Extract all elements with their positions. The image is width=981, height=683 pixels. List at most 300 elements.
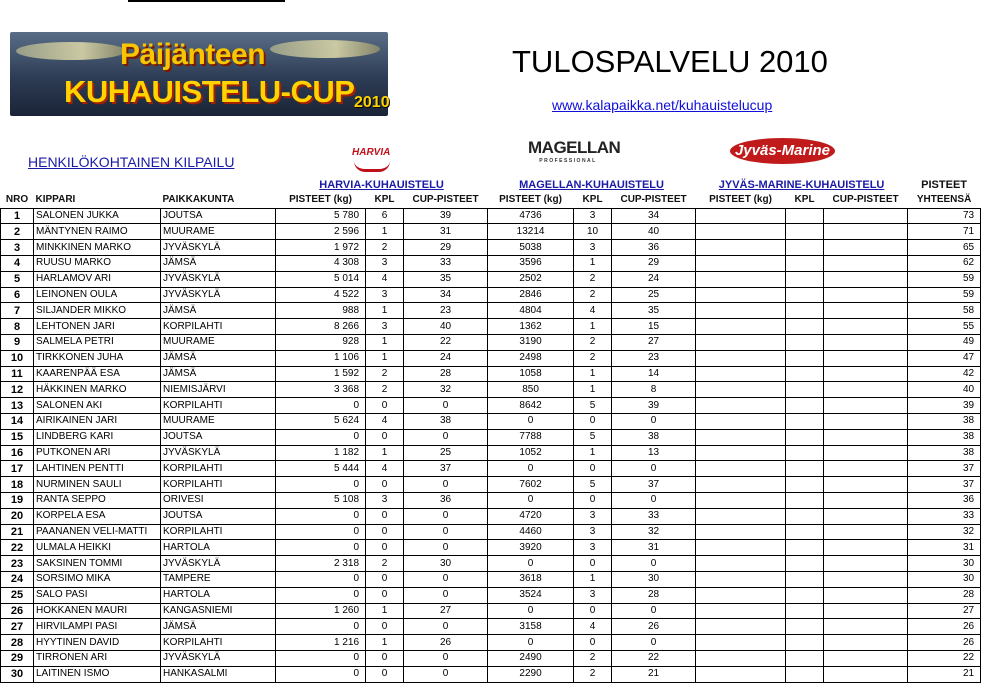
cell-yhteensa: 33 [908,508,981,524]
cell-harvia-kpl: 1 [366,603,404,619]
cell-paikkakunta: MUURAME [161,224,276,240]
harvia-logo-text: HARVIA [352,147,391,158]
cell-jyvas-kpl [786,224,824,240]
table-row [1,303,981,319]
cell-nro: 27 [1,619,34,635]
cell-jyvas-kpl [786,461,824,477]
table-row [1,240,981,256]
cell-harvia-pisteet: 0 [276,650,366,666]
cell-magellan-pisteet: 3190 [488,334,574,350]
page-title: TULOSPALVELU 2010 [512,44,828,79]
cell-harvia-pisteet: 8 266 [276,319,366,335]
cell-kippari: NURMINEN SAULI [34,477,161,493]
cell-nro: 4 [1,255,34,271]
cell-magellan-kpl: 2 [574,666,612,682]
cell-paikkakunta: JYVÄSKYLÄ [161,556,276,572]
cell-jyvas-kpl [786,477,824,493]
cell-magellan-kpl: 2 [574,271,612,287]
cell-kippari: LEINONEN OULA [34,287,161,303]
cell-paikkakunta: KANGASNIEMI [161,603,276,619]
cell-jyvas-cup [824,287,908,303]
cell-magellan-cup: 40 [612,224,696,240]
cell-harvia-kpl: 1 [366,303,404,319]
cell-jyvas-cup [824,524,908,540]
cell-harvia-kpl: 0 [366,398,404,414]
jyvas-marine-logo: Jyväs-Marine [730,138,835,164]
cell-jyvas-cup [824,635,908,651]
cell-yhteensa: 38 [908,445,981,461]
cell-magellan-kpl: 1 [574,445,612,461]
cell-nro: 12 [1,382,34,398]
cell-jyvas-cup [824,445,908,461]
cell-magellan-kpl: 0 [574,413,612,429]
table-row [1,224,981,240]
cell-jyvas-cup [824,398,908,414]
cell-nro: 8 [1,319,34,335]
cell-jyvas-cup [824,540,908,556]
cell-magellan-cup: 0 [612,492,696,508]
cell-nro: 9 [1,334,34,350]
cell-magellan-kpl: 3 [574,240,612,256]
cell-paikkakunta: KORPILAHTI [161,477,276,493]
cell-harvia-cup: 0 [404,429,488,445]
cell-yhteensa: 31 [908,540,981,556]
cell-yhteensa: 55 [908,319,981,335]
table-row [1,398,981,414]
cell-magellan-cup: 14 [612,366,696,382]
magellan-logo [528,138,621,168]
cell-jyvas-pisteet [696,603,786,619]
cell-jyvas-kpl [786,571,824,587]
cell-yhteensa: 62 [908,255,981,271]
cell-magellan-kpl: 1 [574,319,612,335]
section-title: HENKILÖKOHTAINEN KILPAILU [28,154,235,170]
cell-nro: 29 [1,650,34,666]
cell-kippari: PAANANEN VELI-MATTI [34,524,161,540]
cell-magellan-kpl: 3 [574,508,612,524]
cell-jyvas-pisteet [696,319,786,335]
cell-jyvas-pisteet [696,429,786,445]
harvia-logo [352,142,392,174]
cell-yhteensa: 40 [908,382,981,398]
cell-yhteensa: 37 [908,477,981,493]
cell-magellan-pisteet: 1052 [488,445,574,461]
cell-jyvas-cup [824,350,908,366]
cell-harvia-pisteet: 5 444 [276,461,366,477]
cell-magellan-kpl: 0 [574,556,612,572]
cell-jyvas-cup [824,303,908,319]
cell-jyvas-pisteet [696,540,786,556]
cell-harvia-kpl: 0 [366,619,404,635]
cell-paikkakunta: HARTOLA [161,540,276,556]
cell-harvia-pisteet: 0 [276,571,366,587]
cell-magellan-cup: 32 [612,524,696,540]
cell-yhteensa: 47 [908,350,981,366]
cell-jyvas-cup [824,255,908,271]
cell-magellan-kpl: 1 [574,366,612,382]
cup-logo [10,32,388,116]
cell-magellan-cup: 0 [612,413,696,429]
table-row [1,429,981,445]
cell-jyvas-kpl [786,303,824,319]
cell-magellan-cup: 29 [612,255,696,271]
cell-harvia-cup: 0 [404,587,488,603]
cell-jyvas-cup [824,382,908,398]
cell-magellan-pisteet: 0 [488,556,574,572]
cell-jyvas-kpl [786,240,824,256]
cell-nro: 14 [1,413,34,429]
cell-harvia-cup: 0 [404,524,488,540]
cell-kippari: ULMALA HEIKKI [34,540,161,556]
cell-magellan-cup: 23 [612,350,696,366]
cell-magellan-kpl: 0 [574,635,612,651]
cell-jyvas-cup [824,492,908,508]
cell-harvia-cup: 0 [404,666,488,682]
cell-kippari: AIRIKAINEN JARI [34,413,161,429]
cell-magellan-cup: 0 [612,603,696,619]
cell-kippari: TIRKKONEN JUHA [34,350,161,366]
cell-harvia-kpl: 1 [366,350,404,366]
cell-harvia-pisteet: 0 [276,619,366,635]
table-row [1,492,981,508]
cell-harvia-cup: 29 [404,240,488,256]
cell-paikkakunta: JYVÄSKYLÄ [161,445,276,461]
cell-harvia-cup: 30 [404,556,488,572]
cell-yhteensa: 26 [908,619,981,635]
cell-harvia-kpl: 2 [366,366,404,382]
cell-magellan-cup: 39 [612,398,696,414]
cell-nro: 20 [1,508,34,524]
cell-magellan-kpl: 2 [574,650,612,666]
magellan-logo-sub: PROFESSIONAL [539,158,597,164]
cell-kippari: LAHTINEN PENTTI [34,461,161,477]
cell-yhteensa: 30 [908,571,981,587]
cell-harvia-kpl: 1 [366,635,404,651]
cell-yhteensa: 21 [908,666,981,682]
cell-jyvas-kpl [786,650,824,666]
cell-paikkakunta: JOUTSA [161,429,276,445]
cell-harvia-cup: 38 [404,413,488,429]
table-row [1,571,981,587]
cell-yhteensa: 39 [908,398,981,414]
cell-harvia-pisteet: 0 [276,477,366,493]
cell-magellan-pisteet: 2846 [488,287,574,303]
cell-magellan-kpl: 0 [574,603,612,619]
cell-paikkakunta: JYVÄSKYLÄ [161,650,276,666]
cell-harvia-kpl: 2 [366,556,404,572]
cell-nro: 28 [1,635,34,651]
cell-nro: 7 [1,303,34,319]
cell-paikkakunta: JÄMSÄ [161,255,276,271]
cell-nro: 19 [1,492,34,508]
cell-jyvas-kpl [786,398,824,414]
col-jyvas-kpl: KPL [794,194,815,206]
table-row [1,445,981,461]
cell-kippari: TIRRONEN ARI [34,650,161,666]
cell-harvia-kpl: 3 [366,287,404,303]
cell-harvia-cup: 34 [404,287,488,303]
cell-nro: 17 [1,461,34,477]
cell-paikkakunta: JÄMSÄ [161,303,276,319]
cell-harvia-pisteet: 0 [276,429,366,445]
cell-harvia-kpl: 0 [366,587,404,603]
cell-jyvas-cup [824,334,908,350]
cell-paikkakunta: JÄMSÄ [161,350,276,366]
cell-paikkakunta: ORIVESI [161,492,276,508]
table-row [1,334,981,350]
cell-harvia-cup: 25 [404,445,488,461]
cell-harvia-pisteet: 0 [276,587,366,603]
cell-harvia-pisteet: 0 [276,398,366,414]
cell-magellan-kpl: 4 [574,619,612,635]
cell-kippari: KAARENPÄÄ ESA [34,366,161,382]
cell-harvia-cup: 40 [404,319,488,335]
cell-harvia-kpl: 0 [366,571,404,587]
cell-magellan-kpl: 2 [574,334,612,350]
cell-jyvas-kpl [786,603,824,619]
cell-jyvas-pisteet [696,366,786,382]
table-row [1,319,981,335]
cell-jyvas-cup [824,271,908,287]
cell-magellan-kpl: 3 [574,587,612,603]
column-header-row [1,193,981,208]
cell-jyvas-kpl [786,429,824,445]
cell-harvia-pisteet: 1 592 [276,366,366,382]
cell-jyvas-cup [824,366,908,382]
cell-kippari: SALMELA PETRI [34,334,161,350]
cell-nro: 22 [1,540,34,556]
cell-kippari: HÄKKINEN MARKO [34,382,161,398]
cell-magellan-cup: 35 [612,303,696,319]
cell-magellan-kpl: 1 [574,571,612,587]
cell-harvia-kpl: 4 [366,461,404,477]
cell-jyvas-pisteet [696,492,786,508]
table-row [1,382,981,398]
cell-harvia-cup: 36 [404,492,488,508]
cell-yhteensa: 49 [908,334,981,350]
cell-magellan-pisteet: 3158 [488,619,574,635]
cell-yhteensa: 65 [908,240,981,256]
cell-paikkakunta: JOUTSA [161,508,276,524]
cell-yhteensa: 37 [908,461,981,477]
cell-jyvas-kpl [786,350,824,366]
cell-yhteensa: 59 [908,271,981,287]
cell-jyvas-kpl [786,208,824,224]
cell-jyvas-cup [824,319,908,335]
cell-paikkakunta: KORPILAHTI [161,398,276,414]
cell-yhteensa: 58 [908,303,981,319]
cell-magellan-pisteet: 7788 [488,429,574,445]
cell-jyvas-cup [824,508,908,524]
cell-yhteensa: 36 [908,492,981,508]
group-jyvas: JYVÄS-MARINE-KUHAUISTELU [718,179,885,192]
cell-harvia-cup: 27 [404,603,488,619]
cell-jyvas-pisteet [696,508,786,524]
cell-harvia-cup: 37 [404,461,488,477]
cell-harvia-kpl: 3 [366,319,404,335]
cell-nro: 5 [1,271,34,287]
cell-jyvas-pisteet [696,271,786,287]
cell-paikkakunta: KORPILAHTI [161,319,276,335]
cell-harvia-kpl: 4 [366,271,404,287]
cell-harvia-pisteet: 5 014 [276,271,366,287]
cell-magellan-cup: 36 [612,240,696,256]
cell-jyvas-cup [824,571,908,587]
cell-harvia-pisteet: 0 [276,508,366,524]
logo-year: 2010 [354,94,390,111]
cell-magellan-kpl: 0 [574,492,612,508]
table-row [1,287,981,303]
cell-jyvas-pisteet [696,556,786,572]
table-row [1,477,981,493]
cell-nro: 3 [1,240,34,256]
cell-harvia-cup: 0 [404,650,488,666]
cell-jyvas-kpl [786,287,824,303]
cell-kippari: HYYTINEN DAVID [34,635,161,651]
cell-jyvas-pisteet [696,240,786,256]
cell-kippari: SORSIMO MIKA [34,571,161,587]
cell-paikkakunta: MUURAME [161,413,276,429]
top-rule [128,0,285,2]
cell-paikkakunta: KORPILAHTI [161,461,276,477]
cell-magellan-kpl: 1 [574,382,612,398]
cell-magellan-pisteet: 3596 [488,255,574,271]
cell-magellan-cup: 38 [612,429,696,445]
cell-yhteensa: 38 [908,413,981,429]
cell-magellan-pisteet: 2498 [488,350,574,366]
cell-nro: 21 [1,524,34,540]
cell-magellan-kpl: 2 [574,350,612,366]
site-link[interactable]: www.kalapaikka.net/kuhauistelucup [552,97,773,113]
cell-magellan-cup: 24 [612,271,696,287]
cell-paikkakunta: NIEMISJÄRVI [161,382,276,398]
cell-jyvas-cup [824,224,908,240]
cell-jyvas-pisteet [696,571,786,587]
cell-kippari: RUUSU MARKO [34,255,161,271]
cell-paikkakunta: HARTOLA [161,587,276,603]
cell-harvia-pisteet: 4 308 [276,255,366,271]
cell-magellan-pisteet: 3920 [488,540,574,556]
cell-paikkakunta: KORPILAHTI [161,635,276,651]
cell-kippari: KORPELA ESA [34,508,161,524]
cell-nro: 15 [1,429,34,445]
col-kippari: KIPPARI [35,194,76,206]
cell-kippari: HOKKANEN MAURI [34,603,161,619]
cell-magellan-pisteet: 3524 [488,587,574,603]
table-row [1,413,981,429]
group-harvia: HARVIA-KUHAUISTELU [319,179,444,192]
cell-kippari: HARLAMOV ARI [34,271,161,287]
cell-magellan-kpl: 0 [574,461,612,477]
cell-magellan-pisteet: 3618 [488,571,574,587]
cell-nro: 10 [1,350,34,366]
cell-jyvas-pisteet [696,650,786,666]
cell-harvia-pisteet: 988 [276,303,366,319]
cell-jyvas-pisteet [696,524,786,540]
cell-harvia-kpl: 6 [366,208,404,224]
cell-magellan-pisteet: 0 [488,603,574,619]
cell-jyvas-pisteet [696,413,786,429]
cell-harvia-cup: 0 [404,477,488,493]
cell-jyvas-kpl [786,524,824,540]
cell-jyvas-pisteet [696,461,786,477]
cell-paikkakunta: JYVÄSKYLÄ [161,271,276,287]
cell-harvia-pisteet: 5 624 [276,413,366,429]
cell-harvia-kpl: 0 [366,524,404,540]
cell-jyvas-cup [824,413,908,429]
cell-magellan-kpl: 3 [574,540,612,556]
cell-jyvas-pisteet [696,398,786,414]
group-total: PISTEET [921,179,967,192]
cell-paikkakunta: JYVÄSKYLÄ [161,287,276,303]
cell-kippari: RANTA SEPPO [34,492,161,508]
cell-nro: 1 [1,208,34,224]
cell-paikkakunta: JÄMSÄ [161,366,276,382]
cell-yhteensa: 32 [908,524,981,540]
cell-paikkakunta: JÄMSÄ [161,619,276,635]
cell-jyvas-kpl [786,366,824,382]
cell-harvia-cup: 22 [404,334,488,350]
cell-magellan-pisteet: 5038 [488,240,574,256]
fish-icon [16,42,126,60]
cell-magellan-cup: 25 [612,287,696,303]
cell-harvia-kpl: 1 [366,334,404,350]
cell-harvia-kpl: 0 [366,650,404,666]
cell-harvia-kpl: 0 [366,666,404,682]
cell-harvia-kpl: 3 [366,492,404,508]
cell-magellan-cup: 28 [612,587,696,603]
cell-jyvas-pisteet [696,635,786,651]
cell-jyvas-pisteet [696,287,786,303]
cell-yhteensa: 28 [908,587,981,603]
cell-magellan-pisteet: 0 [488,492,574,508]
table-row [1,603,981,619]
cell-kippari: PUTKONEN ARI [34,445,161,461]
cell-jyvas-cup [824,603,908,619]
col-magellan-cup: CUP-PISTEET [620,194,687,206]
cell-nro: 13 [1,398,34,414]
cell-magellan-pisteet: 0 [488,413,574,429]
cell-magellan-cup: 0 [612,635,696,651]
cell-kippari: SAKSINEN TOMMI [34,556,161,572]
cell-jyvas-cup [824,556,908,572]
group-empty [1,178,276,193]
table-row [1,350,981,366]
table-row [1,524,981,540]
cell-magellan-pisteet: 4720 [488,508,574,524]
col-nro: NRO [5,194,29,206]
cell-jyvas-cup [824,429,908,445]
cell-jyvas-pisteet [696,224,786,240]
cell-harvia-pisteet: 3 368 [276,382,366,398]
cell-jyvas-kpl [786,635,824,651]
cell-harvia-cup: 0 [404,540,488,556]
cell-jyvas-pisteet [696,350,786,366]
cell-jyvas-pisteet [696,477,786,493]
cell-magellan-cup: 15 [612,319,696,335]
cell-yhteensa: 26 [908,635,981,651]
cell-magellan-kpl: 4 [574,303,612,319]
cell-magellan-cup: 21 [612,666,696,682]
cell-jyvas-kpl [786,445,824,461]
harvia-swoosh-icon [354,161,390,172]
cell-jyvas-pisteet [696,334,786,350]
cell-kippari: LEHTONEN JARI [34,319,161,335]
cell-magellan-cup: 26 [612,619,696,635]
cell-magellan-cup: 22 [612,650,696,666]
cell-harvia-pisteet: 0 [276,524,366,540]
cell-nro: 26 [1,603,34,619]
